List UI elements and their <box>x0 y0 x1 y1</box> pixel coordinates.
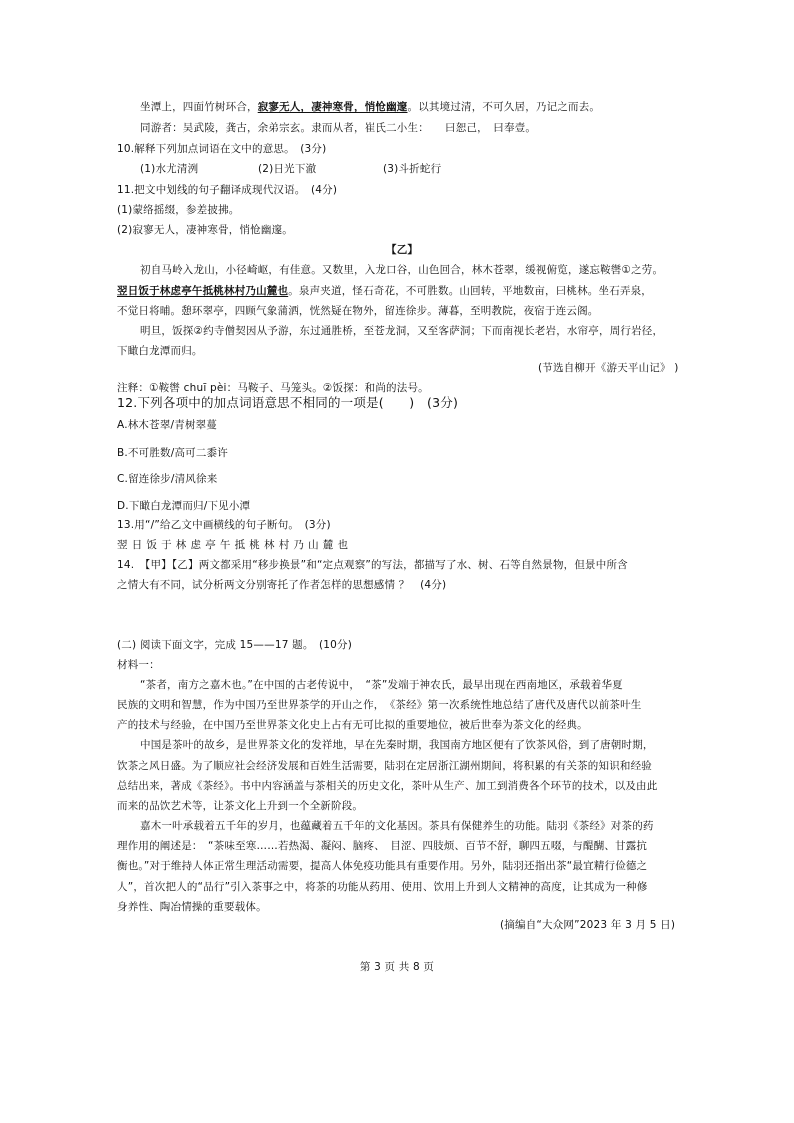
paragraph-line: 人”，首次把人的“品行”引入茶事之中，将茶的功能从药用、使用、饮用上升到人文精神的高度，让其成为一种修 <box>117 881 648 893</box>
q12-option-b: B.不可胜数/高可二黍许 <box>117 447 228 459</box>
question-12: 12.下列各项中的加点词语意思不相同的一项是( ) (3分) <box>117 395 459 410</box>
q12-option-d: D.下瞰白龙潭而归/下见小潭 <box>117 500 251 512</box>
text-span: 。以其境过清，不可久居，乃记之而去。 <box>407 101 601 113</box>
section-heading: (二) 阅读下面文字，完成 15——17 题。 (10分) <box>117 639 353 651</box>
q10-item: (3)斗折蛇行 <box>383 163 442 175</box>
question-10: 10.解释下列加点词语在文中的意思。 (3分) <box>117 143 327 155</box>
q13-sentence: 翌日饭于林虑亭午抵桃林村乃山麓也 <box>117 539 353 551</box>
question-13: 13.用“/”给乙文中画横线的句子断句。 (3分) <box>117 519 331 531</box>
annotations: 注释：①鞍辔 chuī pèi：马鞍子、马笼头。②饭探：和尚的法号。 <box>117 382 429 394</box>
question-14: 之情大有不同，试分析两文分别寄托了作者怎样的思想感情 ？ (4分) <box>117 579 447 591</box>
paragraph-line: 衡也。”对于维持人体正常生理活动需要，提高人体免疫功能具有重要作用。另外，陆羽还指出茶“最宜精行俭德之 <box>117 860 648 872</box>
paragraph-line: 产的技术与经验，在中国乃至世界茶文化史上占有无可比拟的重要地位，被后世奉为茶文化的经典。 <box>117 719 588 731</box>
paragraph-line: 嘉木一叶承载着五千年的岁月，也蕴藏着五千年的文化基因。茶具有保健养生的功能。陆羽《茶经》对茶的药 <box>140 820 654 832</box>
passage-yi-line <box>117 284 652 298</box>
q10-item: (1)水尤清洌 <box>140 163 199 175</box>
paragraph-line: 中国是茶叶的故乡，是世界茶文化的发祥地，早在先秦时期，我国南方地区便有了饮茶风俗，到了唐朝时期， <box>140 739 654 751</box>
text-line: 同游者：吴武陵，龚古，余弟宗玄。隶而从者，崔氏二小生： 曰恕己， 曰奉壹。 <box>140 122 537 134</box>
paragraph-line: “茶者，南方之嘉木也。”在中国的古老传说中， “茶”发端于神农氏，最早出现在西南地区，承载着华夏 <box>140 679 623 691</box>
paragraph-line: 理作用的阐述是： “茶味至寒……若热渴、凝闷、脑疼、 目涩、四肢烦、百节不舒，聊四五啜，与醍醐、甘露抗 <box>117 840 648 852</box>
material-label: 材料一： <box>117 659 160 671</box>
paragraph-line: 民族的文明和智慧，作为中国乃至世界茶学的开山之作， 《茶经》第一次系统性地总结了唐代及唐代以前茶叶生 <box>117 699 642 711</box>
passage-yi-line: 下瞰白龙潭而归。 <box>117 345 203 357</box>
material-source: (摘编自“大众网”2023 年 3 月 5 日) <box>500 919 676 931</box>
passage-yi-title: 【乙】 <box>386 244 419 256</box>
paragraph-line: 饮茶之风日盛。为了顺应社会经济发展和百姓生活需要，陆羽在定居浙江湖州期间，将积累的有关茶的知识和经验 <box>117 760 652 772</box>
q11-item: (1)蒙络摇缀，参差披拂。 <box>117 204 240 216</box>
paragraph-line: 而来的品饮艺术等，让茶文化上升到一个全新阶段。 <box>117 800 364 812</box>
q12-option-c: C.留连徐步/清风徐来 <box>117 473 218 485</box>
q11-item: (2)寂寥无人，凄神寒骨，悄怆幽邃。 <box>117 224 293 236</box>
question-14: 14. 【甲】【乙】两文都采用“移步换景”和“定点观察”的写法，都描写了水、树、石等自然景物，但景中所含 <box>117 559 628 571</box>
underlined-sentence: 寂寥无人，凄神寒骨，悄怆幽邃 <box>257 101 408 113</box>
page-footer: 第 3 页 共 8 页 <box>359 961 435 973</box>
text-span: 坐潭上，四面竹树环合， <box>140 101 258 113</box>
text-line <box>140 100 600 114</box>
q12-option-a: A.林木苍翠/青树翠蔓 <box>117 419 218 431</box>
paragraph-line: 总结出来，著成《茶经》。书中内容涵盖与茶相关的历史文化，茶叶从生产、加工到消费各个环节的技术，以及由此 <box>117 780 658 792</box>
q10-item: (2)日光下澈 <box>258 163 317 175</box>
passage-yi-line: 初自马岭入龙山，小径崎岖，有佳意。又数里，入龙口谷，山色回合，林木苍翠，缓视俯览，遂忘鞍辔①之劳。 <box>140 264 664 276</box>
passage-yi-line: 明旦，饭探②约寺僧契因从予游，东过通胜桥，至苍龙洞，又至客萨洞；下而南视长老岩，水帘亭，周行岩径， <box>140 325 664 337</box>
question-11: 11.把文中划线的句子翻译成现代汉语。 (4分) <box>117 184 338 196</box>
passage-source: (节选自柳开《游天平山记》 ) <box>538 362 679 374</box>
underlined-sentence: 翌日饭于林虑亭午抵桃林村乃山麓也 <box>117 285 289 297</box>
passage-yi-line: 不觉日将晡。憩环翠亭，四顾气象蒲洒，恍然疑在物外，留连徐步。薄暮，至明教院，夜宿于连云阁。 <box>117 305 599 317</box>
paragraph-line: 身养性、陶冶情操的重要载体。 <box>117 901 267 913</box>
text-span: 。泉声夹道，怪石奇花，不可胜数。山回转，平地数亩，曰桃林。坐石弄泉， <box>288 285 653 297</box>
